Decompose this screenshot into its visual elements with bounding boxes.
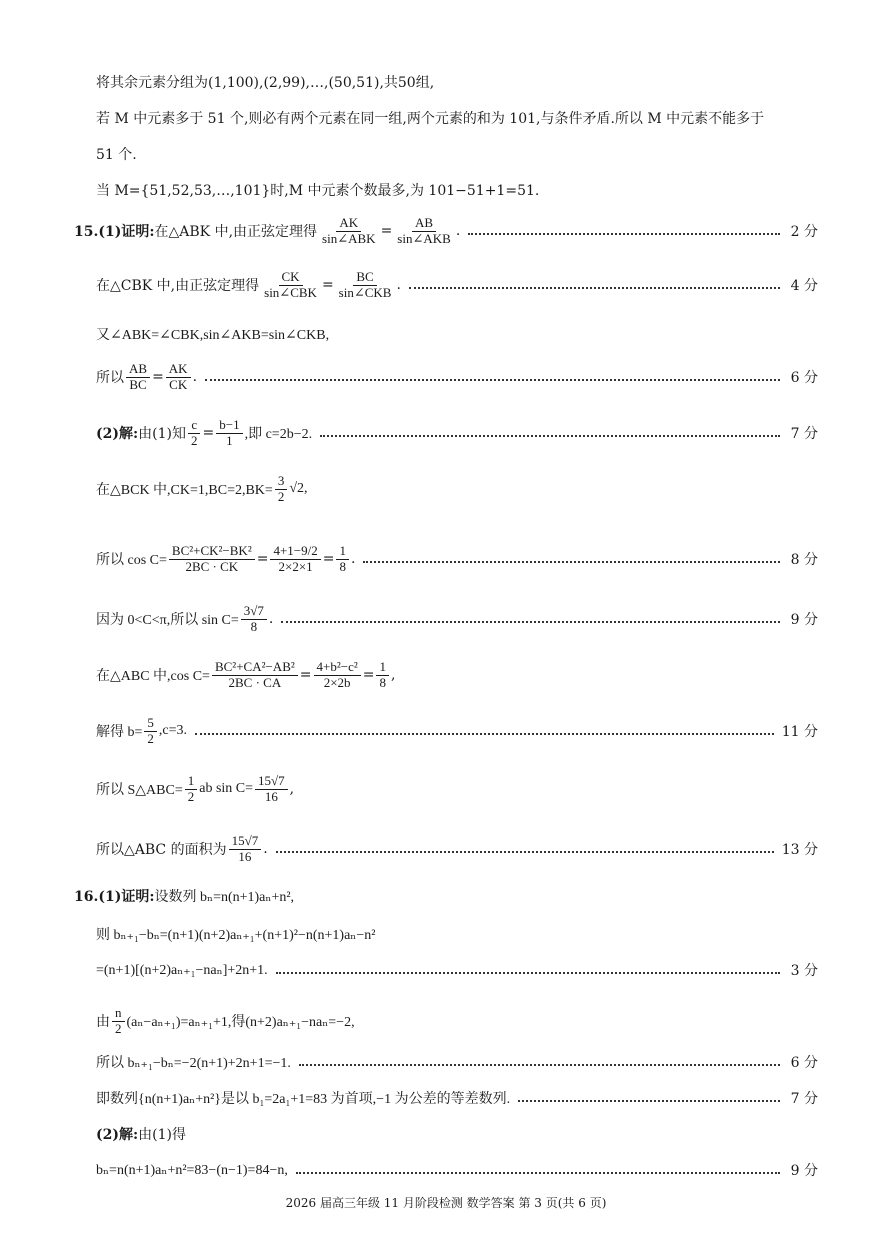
q15-proof-line-1 [74, 216, 818, 247]
equals-sign: = [362, 667, 375, 684]
q16-proof-line-1 [74, 886, 818, 906]
numerator: 5 [144, 716, 157, 732]
score-label: 11 分 [781, 724, 818, 741]
fraction [126, 362, 150, 393]
denominator: 2 [147, 730, 154, 746]
numerator: AK [336, 216, 361, 232]
paragraph-text: 由(1)知 [138, 426, 187, 443]
q15-solution-line-8 [96, 834, 818, 865]
score-label: 6 分 [790, 370, 818, 387]
dot-leader [320, 435, 780, 437]
denominator: 8 [250, 618, 258, 634]
numerator: AK [166, 362, 191, 378]
paragraph-text: 则 bₙ₊₁−bₙ=(n+1)(n+2)aₙ₊₁+(n+1)²−n(n+1)aₙ−n² [96, 928, 376, 943]
fraction [166, 362, 191, 393]
paragraph-text: 在△ABK 中,由正弦定理得 [154, 224, 318, 241]
paragraph-text: . [263, 841, 268, 858]
section-label: (2)解: [96, 1127, 139, 1143]
equals-sign: = [380, 223, 393, 240]
paragraph-text: 所以 bₙ₊₁−bₙ=−2(n+1)+2n+1=−1. [96, 1056, 291, 1071]
denominator: 8 [339, 558, 346, 574]
dot-leader [299, 1064, 780, 1066]
paragraph-text: 即数列{n(n+1)aₙ+n²}是以 b₁=2a₁+1=83 为首项,−1 为公差的等差数列. [96, 1092, 511, 1107]
dot-leader [296, 1172, 780, 1174]
numerator: CK [279, 270, 303, 286]
denominator: 2×2×1 [278, 558, 313, 574]
equals-sign: = [299, 667, 312, 684]
dot-leader [205, 379, 780, 381]
denominator: 2 [277, 488, 285, 504]
fraction [255, 774, 288, 805]
numerator: AB [412, 216, 436, 232]
dot-leader [363, 561, 780, 563]
page-footer: 2026 届高三年级 11 月阶段检测 数学答案 第 3 页(共 6 页) [285, 1196, 607, 1210]
score-label: 2 分 [790, 224, 818, 241]
dot-leader [276, 851, 774, 853]
text-line [96, 108, 818, 128]
q16-proof-line-2 [96, 924, 818, 944]
fraction [241, 604, 267, 635]
fraction [336, 544, 349, 575]
paragraph-text: 若 M 中元素多于 51 个,则必有两个元素在同一组,两个元素的和为 101,与条件矛盾.所以 M 中元素不能多于 [96, 111, 765, 127]
denominator: 2BC · CA [228, 674, 282, 690]
numerator: 1 [185, 774, 198, 790]
q16-proof-line-3 [96, 960, 818, 980]
paragraph-text: ,c=3. [158, 723, 188, 739]
equals-sign: = [256, 551, 269, 568]
fraction [319, 216, 379, 247]
denominator: CK [169, 376, 188, 392]
fraction [314, 660, 361, 691]
paragraph-text: 所以 S△ABC= [96, 783, 183, 799]
paragraph-text: 当 M={51,52,53,…,101}时,M 中元素个数最多,为 101−51+1=51. [96, 183, 540, 199]
paragraph-text: . [350, 551, 356, 568]
numerator: c [188, 418, 200, 434]
denominator: 8 [379, 674, 386, 690]
paragraph-text: . [396, 277, 401, 294]
paragraph-text: 解得 b= [96, 725, 143, 741]
section-label: 16.(1)证明: [74, 889, 155, 905]
score-label: 7 分 [790, 1091, 818, 1107]
paragraph-text: 51 个. [96, 147, 137, 163]
score-label: 6 分 [790, 1055, 818, 1071]
denominator: 1 [226, 432, 233, 448]
paragraph-text: , [289, 781, 295, 798]
denominator: 2 [115, 1020, 122, 1036]
paragraph-text: 将其余元素分组为(1,100),(2,99),…,(50,51),共50组, [96, 75, 435, 91]
q15-solution-line-2 [96, 474, 818, 505]
q15-proof-line-4 [96, 362, 818, 393]
q15-solution-line-5 [96, 660, 818, 691]
q16-proof-line-6 [96, 1088, 818, 1108]
q16-solution-line-1 [96, 1124, 818, 1144]
fraction [185, 774, 198, 805]
section-label: (2)解: [96, 426, 139, 443]
denominator: BC [129, 376, 147, 392]
paragraph-text: 由 [96, 1014, 110, 1031]
numerator: n [112, 1006, 125, 1022]
numerator: 3 [275, 474, 288, 490]
paragraph-text: 又∠ABK=∠CBK,sin∠AKB=sin∠CKB, [96, 328, 330, 343]
paragraph-text: . [192, 369, 198, 386]
text-line [96, 180, 818, 200]
paragraph-text: =(n+1)[(n+2)aₙ₊₁−naₙ]+2n+1. [96, 962, 268, 978]
paragraph-text: 在△BCK 中,CK=1,BC=2,BK= [96, 483, 273, 499]
denominator: sin∠CBK [264, 284, 317, 300]
score-label: 4 分 [790, 278, 818, 295]
paragraph-text: ab sin C= [199, 781, 254, 797]
numerator: BC [353, 270, 376, 286]
numerator: 4+b²−c² [314, 660, 361, 676]
fraction [394, 216, 454, 247]
denominator: sin∠AKB [397, 230, 451, 246]
q15-proof-line-2 [96, 270, 818, 301]
denominator: 2×2b [323, 674, 351, 690]
numerator: 15√7 [229, 834, 262, 850]
fraction [376, 660, 389, 691]
paragraph-text: √2, [289, 481, 308, 497]
fraction [216, 418, 242, 449]
equals-sign: = [202, 425, 215, 442]
denominator: sin∠CKB [338, 284, 392, 300]
dot-leader [468, 233, 780, 235]
equals-sign: = [152, 369, 164, 386]
paragraph-text: . [455, 223, 461, 240]
fraction [169, 544, 255, 575]
score-label: 9 分 [790, 1163, 818, 1179]
paragraph-text: 所以 cos C= [96, 553, 167, 569]
denominator: 2BC · CK [185, 558, 239, 574]
paragraph-text: 设数列 bₙ=n(n+1)aₙ+n², [154, 890, 295, 905]
paragraph-text: (aₙ−aₙ₊₁)=aₙ₊₁+1,得(n+2)aₙ₊₁−naₙ=−2, [126, 1015, 355, 1031]
fraction [336, 270, 395, 301]
section-label: 15.(1)证明: [74, 224, 155, 241]
numerator: 1 [376, 660, 389, 676]
numerator: 15√7 [255, 774, 288, 790]
text-line [96, 72, 818, 92]
dot-leader [409, 287, 780, 289]
equals-sign: = [322, 551, 335, 568]
text-line [96, 144, 818, 164]
q15-solution-line-6 [96, 716, 818, 747]
denominator: 16 [238, 848, 252, 864]
score-label: 7 分 [790, 426, 818, 443]
q16-proof-line-4 [96, 1006, 818, 1037]
paragraph-text: 因为 0<C<π,所以 sin C= [96, 613, 239, 629]
q15-solution-line-3 [96, 544, 818, 575]
score-label: 3 分 [790, 963, 818, 979]
paragraph-text: . [268, 611, 274, 628]
fraction [188, 418, 201, 449]
denominator: 2 [191, 432, 198, 448]
score-label: 8 分 [790, 552, 818, 569]
fraction [229, 834, 262, 865]
dot-leader [281, 621, 780, 623]
numerator: b−1 [216, 418, 242, 434]
q15-proof-line-3 [96, 324, 818, 344]
paragraph-text: 所以 [96, 370, 124, 387]
numerator: 4+1−9/2 [270, 544, 320, 560]
fraction [112, 1006, 125, 1037]
q16-solution-line-2 [96, 1160, 818, 1180]
score-label: 13 分 [781, 842, 818, 859]
numerator: 1 [336, 544, 349, 560]
denominator: 16 [264, 788, 278, 804]
paragraph-text: bₙ=n(n+1)aₙ+n²=83−(n−1)=84−n, [96, 1162, 288, 1178]
fraction [144, 716, 157, 747]
numerator: 3√7 [241, 604, 267, 620]
dot-leader [518, 1100, 780, 1102]
score-label: 9 分 [790, 612, 818, 629]
q15-solution-line-7 [96, 774, 818, 805]
denominator: sin∠ABK [322, 230, 376, 246]
paragraph-text: ,即 c=2b−2. [244, 427, 313, 443]
q15-solution-line-4 [96, 604, 818, 635]
fraction [270, 544, 320, 575]
denominator: 2 [187, 788, 195, 804]
equals-sign: = [321, 277, 334, 294]
numerator: BC²+CK²−BK² [169, 544, 255, 560]
fraction [261, 270, 320, 301]
paragraph-text: 在△CBK 中,由正弦定理得 [96, 278, 260, 295]
fraction [275, 474, 288, 505]
q15-solution-line-1 [96, 418, 818, 449]
paragraph-text: 所以△ABC 的面积为 [96, 842, 227, 859]
numerator: BC²+CA²−AB² [212, 660, 298, 676]
fraction [212, 660, 298, 691]
numerator: AB [126, 362, 150, 378]
paragraph-text: 由(1)得 [138, 1127, 187, 1143]
q16-proof-line-5 [96, 1052, 818, 1072]
dot-leader [195, 733, 774, 735]
paragraph-text: 在△ABC 中,cos C= [96, 669, 210, 685]
dot-leader [276, 972, 780, 974]
paragraph-text: , [390, 667, 396, 684]
